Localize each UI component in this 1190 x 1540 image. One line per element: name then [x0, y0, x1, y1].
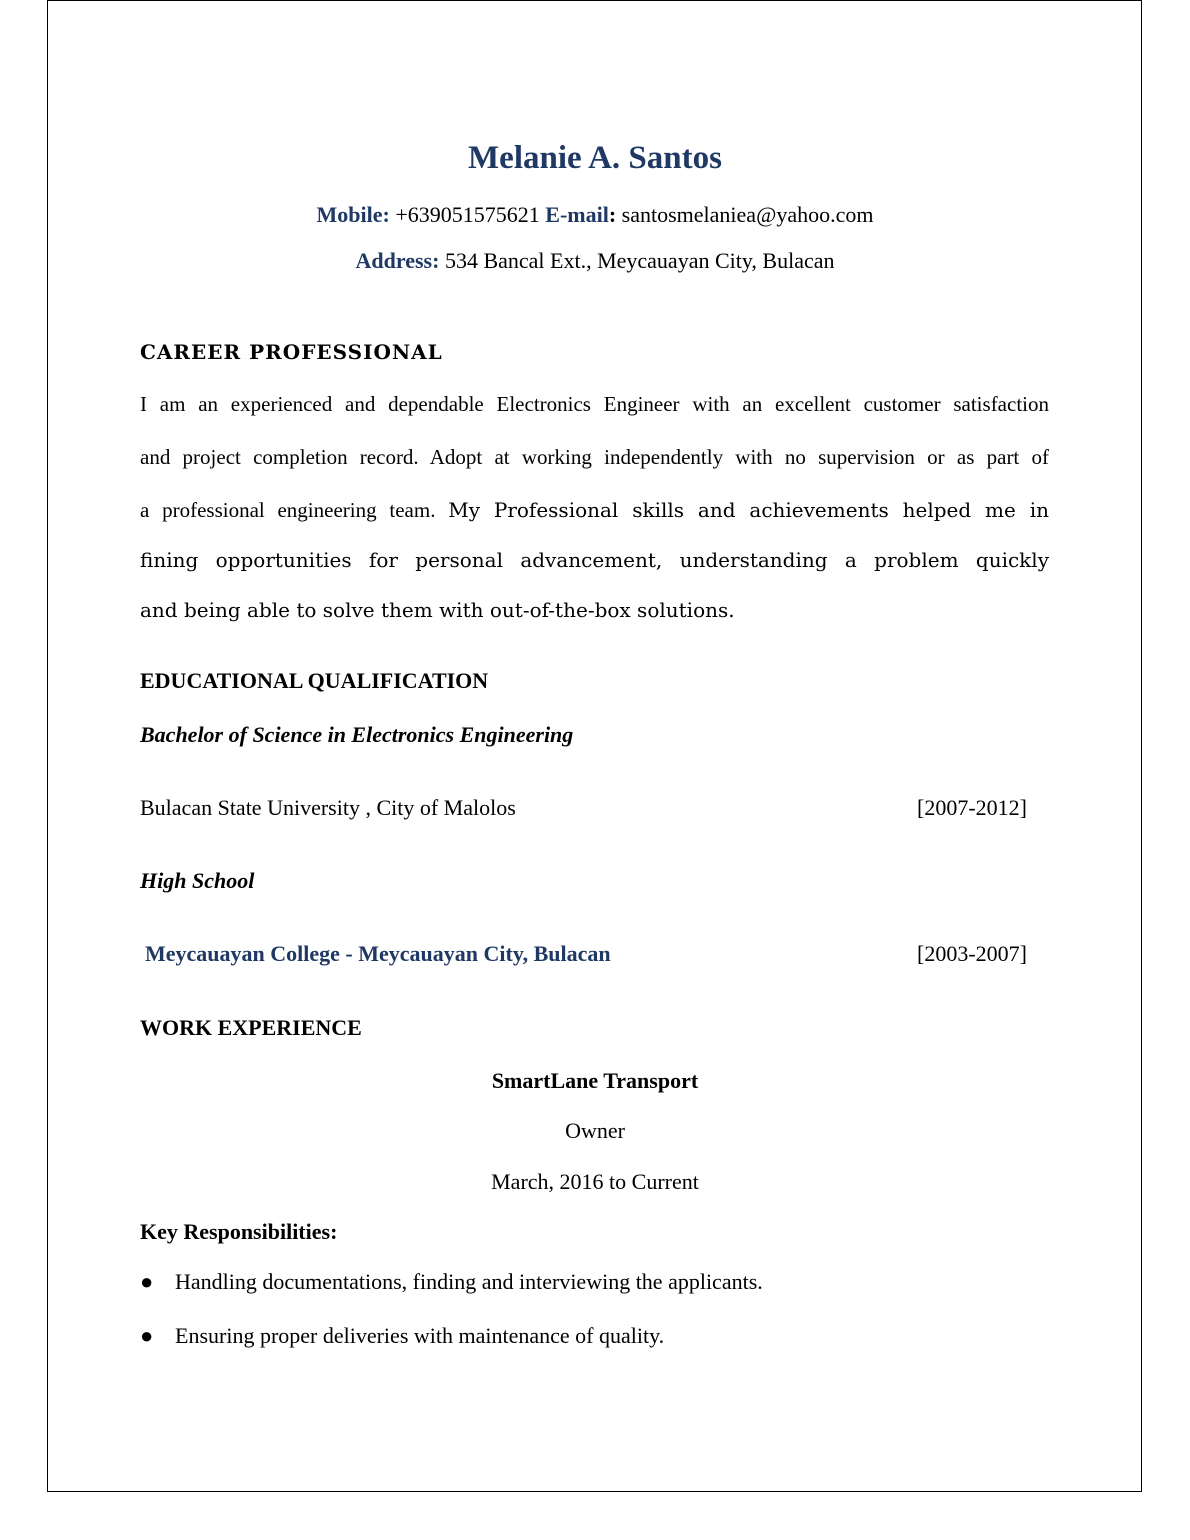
- address-label: Address:: [355, 248, 440, 273]
- contact-line: [0, 202, 1190, 228]
- summary-line: fining opportunities for personal advancement, understanding a problem quickly: [140, 548, 1049, 572]
- education-heading: EDUCATIONAL QUALIFICATION: [140, 668, 489, 693]
- email-colon: :: [608, 202, 617, 227]
- list-item: [140, 1269, 763, 1295]
- email-label: E-mail: [545, 202, 609, 227]
- school-years: [2003-2007]: [917, 941, 1027, 966]
- resume-name: Melanie A. Santos: [468, 140, 722, 176]
- responsibility-text: Ensuring proper deliveries with maintenance of quality.: [175, 1323, 665, 1348]
- career-heading: CAREER PROFESSIONAL: [140, 340, 443, 364]
- responsibility-text: Handling documentations, finding and interviewing the applicants.: [175, 1269, 763, 1294]
- job-role: Owner: [565, 1118, 625, 1143]
- summary-line: and being able to solve them with out-of-the-box solutions.: [140, 598, 735, 622]
- address-line: [0, 248, 1190, 274]
- mobile-value: +639051575621: [395, 202, 540, 227]
- degree-title: High School: [140, 868, 255, 893]
- summary-line-part: a professional engineering team.: [140, 498, 436, 522]
- list-item: [140, 1323, 664, 1349]
- school-name: Meycauayan College - Meycauayan City, Bulacan: [145, 941, 611, 966]
- summary-line-part: My Professional skills and achievements helped me in: [448, 498, 1049, 522]
- email-value: santosmelaniea@yahoo.com: [621, 202, 874, 227]
- degree-title: Bachelor of Science in Electronics Engineering: [140, 722, 574, 747]
- responsibilities-label: Key Responsibilities:: [140, 1219, 338, 1244]
- company-name: SmartLane Transport: [491, 1068, 699, 1093]
- address-value: 534 Bancal Ext., Meycauayan City, Bulacan: [444, 248, 835, 273]
- school-name: Bulacan State University , City of Malolos: [140, 795, 516, 820]
- job-period: March, 2016 to Current: [491, 1169, 699, 1194]
- summary-line: and project completion record. Adopt at working independently with no supervision or as part of: [140, 445, 1049, 469]
- school-years: [2007-2012]: [917, 795, 1027, 820]
- mobile-label: Mobile:: [316, 202, 390, 227]
- bullet-dot-icon: ●: [140, 1323, 154, 1348]
- bullet-dot-icon: ●: [140, 1269, 154, 1294]
- career-summary: [140, 385, 1049, 644]
- summary-line-mixed: [140, 491, 1049, 541]
- work-heading: WORK EXPERIENCE: [140, 1015, 362, 1040]
- summary-line: I am an experienced and dependable Electronics Engineer with an excellent customer satisfaction: [140, 392, 1049, 416]
